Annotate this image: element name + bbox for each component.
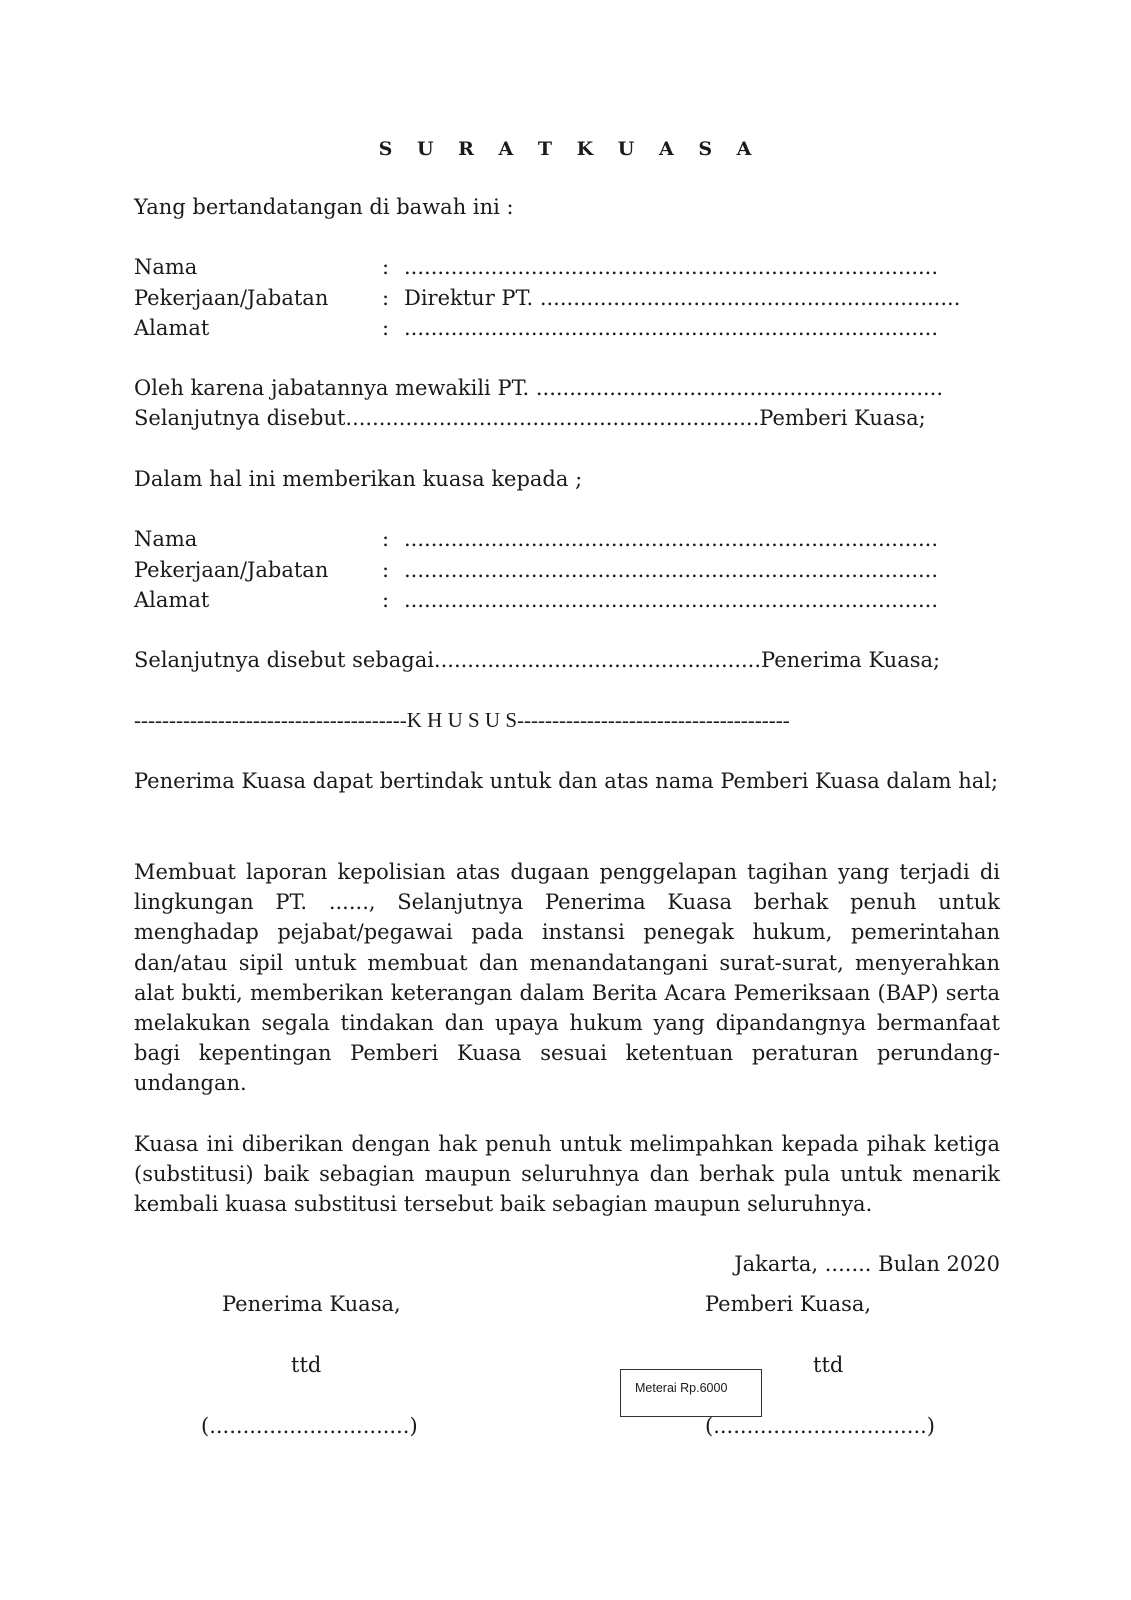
grantee-signature: ttd [291,1353,322,1377]
grantor-address-label: Alamat [134,316,210,340]
document-title: S U R A T K U A S A [378,138,761,160]
grantor-name-value: ................................................................................ [404,255,939,279]
grantee-name-placeholder: (..............................) [201,1414,418,1438]
grantor-name-placeholder: (................................) [705,1414,935,1438]
grantor-designation: Selanjutnya disebut..............................................................Pemberi Kuasa; [134,406,926,430]
intro-text: Yang bertandatangan di bawah ini : [134,195,514,219]
place-date: Jakarta, ....... Bulan 2020 [734,1252,1000,1276]
grantee-designation: Selanjutnya disebut sebagai.................................................Penerima Kuasa; [134,648,941,672]
grantee-name-colon: : [382,527,390,551]
stamp-duty-label: Meterai Rp.6000 [635,1381,728,1395]
grantee-sign-label: Penerima Kuasa, [222,1292,401,1316]
grantor-address-colon: : [382,316,390,340]
grantee-job-label: Pekerjaan/Jabatan [134,558,329,582]
stamp-duty-box [620,1369,762,1417]
paragraph-1: Penerima Kuasa dapat bertindak untuk dan atas nama Pemberi Kuasa dalam hal; [134,769,999,793]
grantor-job-colon: : [382,286,390,310]
grantee-address-value: ................................................................................ [404,588,939,612]
paragraph-3: Kuasa ini diberikan dengan hak penuh untuk melimpahkan kepada pihak ketiga (substitusi) baik sebagian maupun seluruhnya dan berhak pula untuk menarik kembali kuasa substitusi tersebut baik sebagian maupun seluruhnya. [134,1132,1000,1217]
grantor-name-label: Nama [134,255,198,279]
grantee-address-label: Alamat [134,588,210,612]
grantee-address-colon: : [382,588,390,612]
grantee-job-value: ................................................................................ [404,558,939,582]
paragraph-2: Membuat laporan kepolisian atas dugaan penggelapan tagihan yang terjadi di lingkungan PT. ......, Selanjutnya Penerima Kuasa berhak penuh untuk menghadap pejabat/pegawai pada instansi penegak hukum, pemerintahan dan/atau sipil untuk membuat dan menandatangani surat-surat, menyerahkan alat bukti, memberikan keterangan dalam Berita Acara Pemeriksaan (BAP) serta melakukan segala tindakan dan upaya hukum yang dipandangnya bermanfaat bagi kepentingan Pemberi Kuasa sesuai ketentuan peraturan perundang-undangan. [134,860,1000,1096]
grant-intro: Dalam hal ini memberikan kuasa kepada ; [134,467,583,491]
grantor-address-value: ................................................................................ [404,316,939,340]
grantor-sign-label: Pemberi Kuasa, [705,1292,872,1316]
grantee-name-value: ................................................................................ [404,527,939,551]
grantor-name-colon: : [382,255,390,279]
grantor-job-value: Direktur PT. ............................................................... [404,286,961,310]
represent-line: Oleh karena jabatannya mewakili PT. ............................................................. [134,376,944,400]
grantor-signature: ttd [813,1353,844,1377]
grantee-job-colon: : [382,558,390,582]
grantee-name-label: Nama [134,527,198,551]
grantor-job-label: Pekerjaan/Jabatan [134,286,329,310]
special-heading: ---------------------------------------K H U S U S--------------------------------------- [134,708,790,732]
